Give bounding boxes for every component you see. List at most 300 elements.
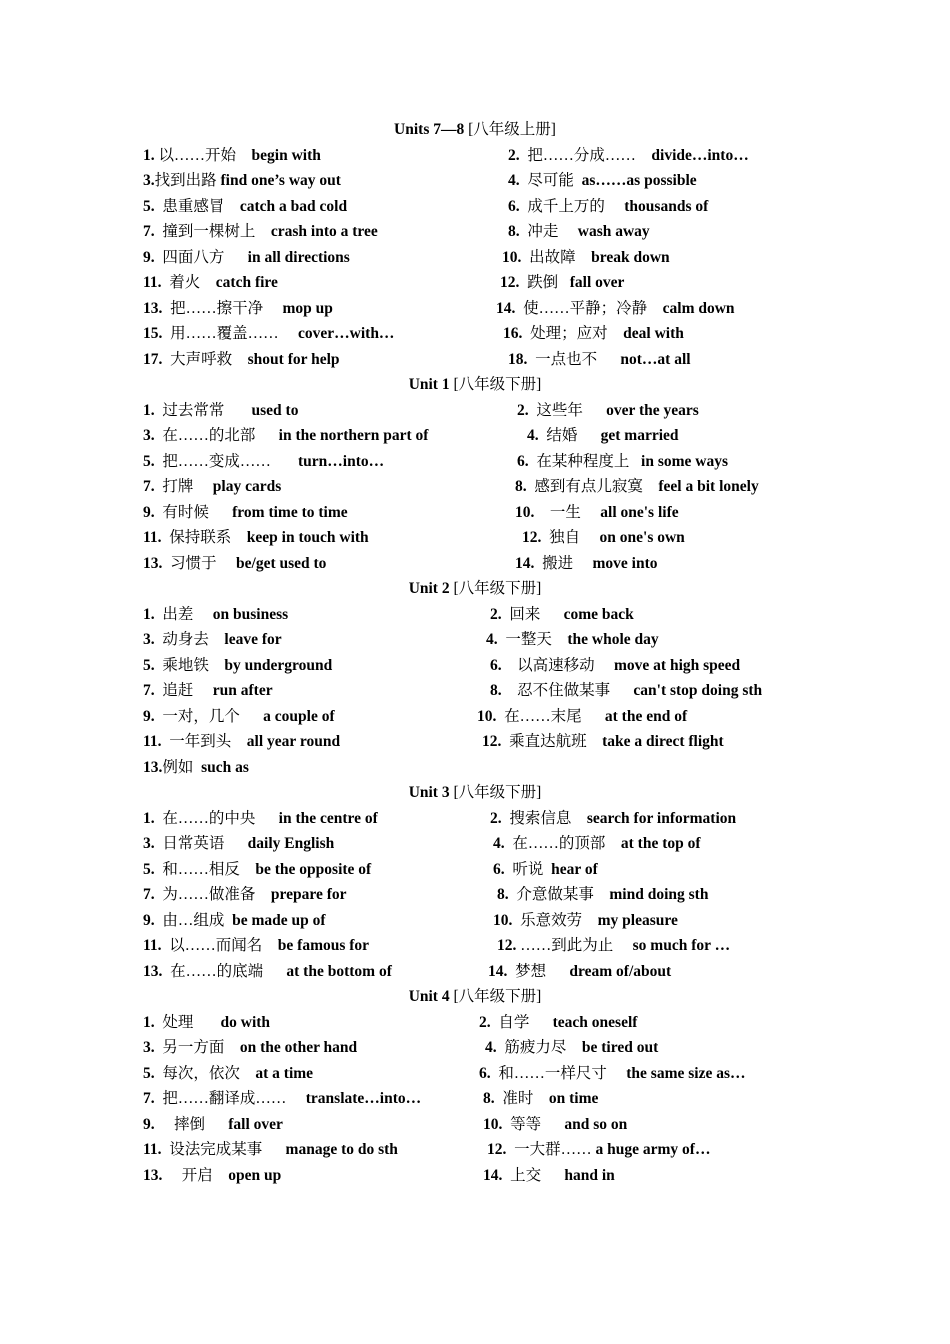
entry-number: 12. <box>482 733 502 750</box>
vocab-entry <box>517 398 699 424</box>
entry-chinese: 这些年 <box>528 401 583 419</box>
unit-grade: [八年级下册] <box>449 784 542 801</box>
entry-chinese: 一大群…… <box>506 1141 592 1158</box>
vocab-entry <box>490 602 634 628</box>
entry-chinese: 过去常常 <box>154 401 225 419</box>
entry-english: move at high speed <box>594 656 741 674</box>
entry-number: 1. <box>143 146 155 164</box>
entry-number: 4. <box>485 1039 497 1056</box>
vocab-entry <box>486 627 659 653</box>
vocab-entry <box>143 857 371 883</box>
entry-english: hear of <box>543 860 598 878</box>
vocab-entry <box>143 908 326 934</box>
vocab-entry <box>493 857 598 883</box>
vocab-entry <box>502 245 670 271</box>
vocab-entry <box>143 729 340 755</box>
vocab-row <box>0 321 950 347</box>
entry-chinese: 尽可能 <box>519 172 574 189</box>
entry-english: at the top of <box>605 835 701 852</box>
vocab-row <box>0 270 950 296</box>
vocab-entry <box>143 270 278 296</box>
entry-chinese: 把……变成…… <box>154 452 271 470</box>
entry-english: shout for help <box>232 350 340 368</box>
entry-english: a huge army of… <box>591 1141 711 1158</box>
vocab-row <box>0 525 950 551</box>
entry-chinese: 出差 <box>154 605 194 623</box>
entry-chinese: 设法完成某事 <box>161 1141 263 1158</box>
entry-chinese: 乘直达航班 <box>501 733 587 750</box>
entry-english: the same size as… <box>606 1064 746 1082</box>
entry-chinese: 在……末尾 <box>496 707 582 725</box>
vocab-entry <box>490 806 736 832</box>
unit-grade: [八年级下册] <box>449 580 542 597</box>
vocab-row <box>0 143 950 169</box>
entry-number: 3. <box>143 427 155 444</box>
entry-number: 10. <box>515 503 535 521</box>
entry-number: 7. <box>143 223 155 240</box>
entry-english: manage to do sth <box>262 1141 398 1158</box>
entry-chinese: 上交 <box>502 1166 542 1184</box>
entry-number: 17. <box>143 350 163 368</box>
entry-chinese: 开启 <box>162 1166 213 1184</box>
entry-english: crash into a tree <box>255 223 378 240</box>
entry-english: all year round <box>231 733 341 750</box>
entry-english: fall over <box>205 1115 283 1133</box>
vocab-row <box>0 1086 950 1112</box>
entry-chinese: 习惯于 <box>162 554 217 572</box>
vocab-entry <box>143 653 332 679</box>
unit-name: Unit 2 <box>408 580 450 597</box>
vocab-entry <box>479 1061 746 1087</box>
vocab-entry <box>477 704 687 730</box>
entry-english: on time <box>533 1090 599 1107</box>
entry-number: 10. <box>493 911 513 929</box>
entry-chinese: 冲走 <box>519 223 559 240</box>
vocab-entry <box>487 1137 710 1163</box>
vocab-entry <box>485 1035 658 1061</box>
vocab-entry <box>508 168 697 194</box>
entry-number: 2. <box>508 146 520 164</box>
vocab-entry <box>143 219 378 245</box>
entry-number: 7. <box>143 682 155 699</box>
vocab-entry <box>143 1035 357 1061</box>
entry-chinese: 每次，依次 <box>154 1064 240 1082</box>
entry-number: 12. <box>487 1141 507 1158</box>
entry-chinese: 动身去 <box>154 631 209 648</box>
vocab-entry <box>522 525 685 551</box>
vocab-row <box>0 908 950 934</box>
entry-number: 8. <box>490 682 502 699</box>
entry-english: prepare for <box>255 886 347 903</box>
entry-english: wash away <box>558 223 650 240</box>
entry-number: 4. <box>527 427 539 444</box>
entry-number: 4. <box>508 172 520 189</box>
entry-english: search for information <box>571 809 737 827</box>
vocab-entry <box>143 602 288 628</box>
entry-english: at the bottom of <box>263 962 392 980</box>
vocab-row <box>0 933 950 959</box>
vocab-row <box>0 1163 950 1189</box>
vocab-row <box>0 1137 950 1163</box>
entry-chinese: 成千上万的 <box>519 197 605 215</box>
entry-chinese: 准时 <box>494 1090 534 1107</box>
entry-number: 14. <box>515 554 535 572</box>
vocab-entry <box>143 933 369 959</box>
vocab-row <box>0 755 950 781</box>
entry-number: 2. <box>479 1013 491 1031</box>
entry-chinese: 乘地铁 <box>154 656 209 674</box>
entry-english: not…at all <box>597 350 691 368</box>
entry-chinese: 用……覆盖…… <box>162 325 279 342</box>
vocab-entry <box>143 882 347 908</box>
entry-english: move into <box>573 554 658 572</box>
entry-number: 14. <box>496 299 516 317</box>
entry-number: 9. <box>143 503 155 521</box>
unit-title <box>0 780 950 806</box>
entry-chinese: 在……的中央 <box>154 809 256 827</box>
unit-title <box>0 984 950 1010</box>
entry-chinese: 搬进 <box>534 554 574 572</box>
vocab-entry <box>143 806 378 832</box>
vocab-row <box>0 1112 950 1138</box>
unit-name: Units 7—8 <box>394 121 465 138</box>
vocab-entry <box>479 1010 637 1036</box>
entry-chinese: 和……一样尺寸 <box>490 1064 607 1082</box>
vocab-row <box>0 551 950 577</box>
entry-number: 13. <box>143 758 163 776</box>
vocab-entry <box>143 321 394 347</box>
entry-number: 9. <box>143 1115 155 1133</box>
entry-chinese: ……到此为止 <box>516 937 614 954</box>
vocab-entry <box>515 500 679 526</box>
entry-chinese: 结婚 <box>538 427 578 444</box>
entry-number: 3. <box>143 1039 155 1056</box>
entry-chinese: 一年到头 <box>161 733 232 750</box>
entry-english: from time to time <box>208 503 348 521</box>
entry-english: cover…with… <box>278 325 395 342</box>
entry-english: so much for … <box>613 937 731 954</box>
entry-number: 2. <box>517 401 529 419</box>
entry-number: 8. <box>508 223 520 240</box>
entry-chinese: 一点也不 <box>527 350 598 368</box>
vocab-entry <box>143 1010 270 1036</box>
entry-chinese: 听说 <box>504 860 544 878</box>
entry-number: 5. <box>143 656 155 674</box>
entry-number: 14. <box>483 1166 503 1184</box>
vocab-entry <box>143 704 335 730</box>
entry-english: daily English <box>224 835 335 852</box>
vocab-entry <box>143 627 282 653</box>
entry-chinese: 独自 <box>541 529 581 546</box>
vocab-entry <box>143 143 321 169</box>
vocab-entry <box>483 1086 598 1112</box>
entry-chinese: 一对，几个 <box>154 707 240 725</box>
vocab-row <box>0 500 950 526</box>
vocab-row <box>0 831 950 857</box>
entry-chinese: 在……的顶部 <box>504 835 606 852</box>
entry-number: 7. <box>143 1090 155 1107</box>
entry-number: 13. <box>143 554 163 572</box>
entry-chinese: 一整天 <box>497 631 552 648</box>
entry-number: 6. <box>493 860 505 878</box>
entry-chinese: 大声呼救 <box>162 350 233 368</box>
vocab-entry <box>143 1137 398 1163</box>
entry-english: at the end of <box>581 707 688 725</box>
vocab-entry <box>143 525 369 551</box>
entry-english: translate…into… <box>286 1090 422 1107</box>
vocab-entry <box>497 933 730 959</box>
vocab-entry <box>143 959 392 985</box>
unit-name: Unit 3 <box>408 784 450 801</box>
entry-number: 16. <box>503 325 523 342</box>
vocab-entry <box>143 474 281 500</box>
vocab-entry <box>143 1112 283 1138</box>
vocab-row <box>0 678 950 704</box>
entry-number: 8. <box>515 478 527 495</box>
entry-number: 12. <box>500 274 520 291</box>
entry-english: leave for <box>208 631 282 648</box>
entry-chinese: 另一方面 <box>154 1039 225 1056</box>
entry-english: in the northern part of <box>255 427 429 444</box>
entry-english: my pleasure <box>582 911 678 929</box>
entry-english: be famous for <box>262 937 370 954</box>
entry-english: as……as possible <box>573 172 697 189</box>
entry-chinese: 忍不住做某事 <box>501 682 611 699</box>
entry-chinese: 乐意效劳 <box>512 911 583 929</box>
entry-number: 6. <box>517 452 529 470</box>
entry-chinese: 把……分成…… <box>519 146 636 164</box>
entry-chinese: 打牌 <box>154 478 194 495</box>
unit-name: Unit 1 <box>408 376 450 393</box>
vocab-row <box>0 347 950 373</box>
entry-chinese: 处理 <box>154 1013 194 1031</box>
entry-number: 9. <box>143 248 155 266</box>
entry-number: 5. <box>143 1064 155 1082</box>
entry-number: 10. <box>477 707 497 725</box>
entry-chinese: 跌倒 <box>519 274 559 291</box>
entry-chinese: 搜索信息 <box>501 809 572 827</box>
entry-english: in some ways <box>629 452 728 470</box>
entry-english: in the centre of <box>255 809 378 827</box>
entry-chinese: 以高速移动 <box>501 656 595 674</box>
entry-chinese: 一生 <box>534 503 581 521</box>
entry-chinese: 有时候 <box>154 503 209 521</box>
vocab-entry <box>482 729 724 755</box>
entry-number: 7. <box>143 478 155 495</box>
entry-number: 8. <box>497 886 509 903</box>
entry-chinese: 四面八方 <box>154 248 225 266</box>
entry-number: 8. <box>483 1090 495 1107</box>
vocab-row <box>0 398 950 424</box>
vocab-row <box>0 449 950 475</box>
entry-english: mind doing sth <box>593 886 709 903</box>
vocab-row <box>0 857 950 883</box>
entry-english: break down <box>575 248 670 266</box>
entry-number: 2. <box>490 809 502 827</box>
entry-number: 4. <box>493 835 505 852</box>
entry-chinese: 着火 <box>161 274 201 291</box>
entry-english: teach oneself <box>529 1013 638 1031</box>
entry-number: 9. <box>143 911 155 929</box>
vocab-entry <box>483 1112 627 1138</box>
vocab-entry <box>143 678 273 704</box>
entry-chinese: 在……的北部 <box>154 427 256 444</box>
vocab-entry <box>490 678 762 704</box>
entry-chinese: 日常英语 <box>154 835 225 852</box>
entry-english: be made up of <box>224 911 326 929</box>
entry-chinese: 出故障 <box>521 248 576 266</box>
vocab-entry <box>508 219 650 245</box>
vocab-row <box>0 627 950 653</box>
entry-english: can't stop doing sth <box>610 682 763 699</box>
entry-english: feel a bit lonely <box>642 478 759 495</box>
entry-english: keep in touch with <box>231 529 369 546</box>
vocab-row <box>0 882 950 908</box>
entry-english: on the other hand <box>224 1039 358 1056</box>
vocab-entry <box>143 168 341 194</box>
vocab-entry <box>497 882 708 908</box>
entry-english: divide…into… <box>635 146 749 164</box>
vocab-entry <box>508 194 708 220</box>
vocab-entry <box>493 831 701 857</box>
entry-number: 1. <box>143 401 155 419</box>
entry-english: fall over <box>558 274 625 291</box>
entry-chinese: 保持联系 <box>161 529 232 546</box>
vocab-entry <box>527 423 679 449</box>
entry-english: mop up <box>263 299 333 317</box>
entry-chinese: 以……开始 <box>154 146 237 164</box>
entry-number: 6. <box>479 1064 491 1082</box>
entry-chinese: 和……相反 <box>154 860 240 878</box>
entry-english: at a time <box>239 1064 314 1082</box>
entry-english: catch a bad cold <box>224 197 348 215</box>
entry-chinese: 等等 <box>502 1115 542 1133</box>
entry-english: calm down <box>647 299 735 317</box>
entry-number: 15. <box>143 325 163 342</box>
vocab-entry <box>143 500 348 526</box>
entry-english: catch fire <box>200 274 278 291</box>
entry-english: begin with <box>236 146 321 164</box>
entry-chinese: 为……做准备 <box>154 886 256 903</box>
vocab-entry <box>503 321 684 347</box>
vocab-entry <box>143 347 340 373</box>
entry-english: be/get used to <box>216 554 327 572</box>
unit-grade: [八年级下册] <box>449 376 542 393</box>
entry-number: 12. <box>522 529 542 546</box>
entry-chinese: 把……翻译成…… <box>154 1090 287 1107</box>
vocab-entry <box>143 296 333 322</box>
vocab-row <box>0 474 950 500</box>
unit-grade: [八年级上册] <box>464 121 556 138</box>
entry-english: play cards <box>193 478 282 495</box>
vocab-entry <box>488 959 671 985</box>
entry-english: deal with <box>607 325 684 342</box>
entry-chinese: 感到有点儿寂寞 <box>526 478 643 495</box>
entry-number: 2. <box>490 605 502 623</box>
entry-chinese: 处理；应对 <box>522 325 608 342</box>
entry-chinese: 追赶 <box>154 682 194 699</box>
entry-chinese: 介意做某事 <box>508 886 594 903</box>
vocab-row <box>0 194 950 220</box>
entry-chinese: 患重感冒 <box>154 197 225 215</box>
entry-chinese: 由…组成 <box>154 911 225 929</box>
vocab-entry <box>508 143 749 169</box>
entry-number: 1. <box>143 1013 155 1031</box>
entry-english: in all directions <box>224 248 350 266</box>
entry-number: 1. <box>143 605 155 623</box>
entry-chinese: 在……的底端 <box>162 962 264 980</box>
vocab-entry <box>143 423 428 449</box>
entry-english: on one's own <box>580 529 685 546</box>
entry-chinese: 以……而闻名 <box>161 937 263 954</box>
entry-number: 11. <box>143 937 162 954</box>
entry-chinese: 例如 <box>162 758 194 776</box>
entry-chinese: 找到出路 <box>154 172 217 189</box>
entry-chinese: 回来 <box>501 605 541 623</box>
entry-english: hand in <box>541 1166 615 1184</box>
entry-number: 3. <box>143 631 155 648</box>
entry-english: on business <box>193 605 289 623</box>
entry-number: 4. <box>486 631 498 648</box>
entry-number: 13. <box>143 1166 163 1184</box>
entry-number: 6. <box>508 197 520 215</box>
vocab-row <box>0 729 950 755</box>
entry-number: 3. <box>143 172 155 189</box>
entry-english: do with <box>193 1013 271 1031</box>
entry-number: 3. <box>143 835 155 852</box>
vocab-row <box>0 245 950 271</box>
entry-chinese: 筋疲力尽 <box>496 1039 567 1056</box>
entry-english: a couple of <box>239 707 335 725</box>
entry-english: open up <box>212 1166 282 1184</box>
entry-chinese: 摔倒 <box>154 1115 206 1133</box>
entry-chinese: 梦想 <box>507 962 547 980</box>
vocab-row <box>0 296 950 322</box>
vocab-row <box>0 602 950 628</box>
unit-title <box>0 117 950 143</box>
vocab-entry <box>143 449 384 475</box>
vocab-row <box>0 423 950 449</box>
entry-number: 11. <box>143 274 162 291</box>
entry-number: 5. <box>143 452 155 470</box>
vocab-entry <box>143 1061 313 1087</box>
entry-number: 18. <box>508 350 528 368</box>
vocab-entry <box>143 194 347 220</box>
entry-number: 14. <box>488 962 508 980</box>
entry-english: be tired out <box>566 1039 659 1056</box>
entry-english: turn…into… <box>270 452 385 470</box>
vocab-entry <box>143 245 350 271</box>
entry-number: 6. <box>490 656 502 674</box>
entry-english: find one’s way out <box>216 172 341 189</box>
vocab-row <box>0 704 950 730</box>
entry-number: 7. <box>143 886 155 903</box>
vocab-row <box>0 168 950 194</box>
vocab-row <box>0 1010 950 1036</box>
entry-number: 11. <box>143 733 162 750</box>
vocab-entry <box>143 831 334 857</box>
entry-english: all one's life <box>580 503 679 521</box>
entry-number: 12. <box>497 937 517 954</box>
vocab-entry <box>493 908 678 934</box>
vocabulary-document <box>0 117 950 1188</box>
vocab-entry <box>508 347 691 373</box>
vocab-entry <box>500 270 624 296</box>
entry-number: 13. <box>143 962 163 980</box>
entry-number: 11. <box>143 529 162 546</box>
entry-chinese: 在某种程度上 <box>528 452 630 470</box>
entry-number: 13. <box>143 299 163 317</box>
